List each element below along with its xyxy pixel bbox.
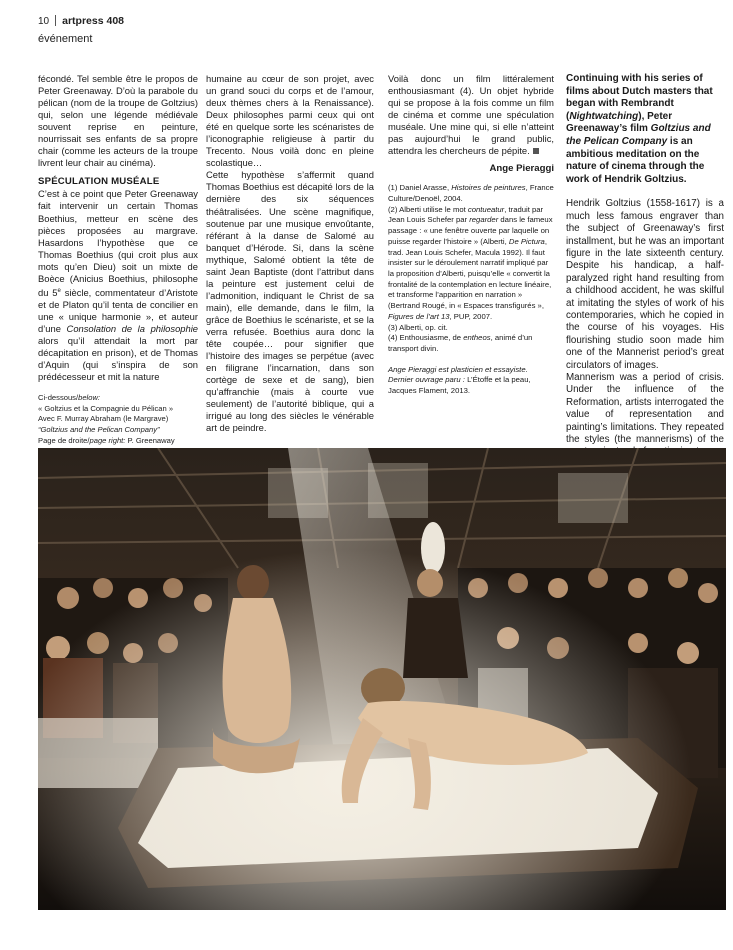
subheading: SPÉCULATION MUSÉALE: [38, 176, 160, 188]
paragraph: Hendrik Goltzius (1558-1617) is a much less famous engraver than the subject of Greenaway’s first installment, but he was an important figure in the late sixteenth century. Despite his handicap, a half-paralyzed right hand resulting from a childhood accident, he was skilful at imitating the styles of work of his contemporaries, which he copied in the course of his voyages. His flourishing studio soon made him one of the Mannerist period’s great circulators of images.: [566, 198, 724, 371]
paragraph: fécondé. Tel semble être le propos de Peter Greenaway. D’où la parabole du pélican (nom de la troupe de Goltzius) qui, selon une légende médiévale souvent reprise en peinture, nourrissait ses enfants de sa propre chair (comme les acteurs de la troupe livrent leur chair au cinéma).: [38, 73, 198, 169]
magazine-title: artpress 408: [62, 15, 125, 27]
footnote: (1) Daniel Arasse, Histoires de peintures, France Culture/Denoël, 2004.: [388, 183, 554, 204]
footnote: (2) Alberti utilise le mot contueatur, traduit par Jean Louis Schefer par regarder dans le fameux passage : « une fenêtre ouverte par laquelle on puisse regarder l’histoire » (Alberti, De Pictura, trad. Jean Louis Schefer, Macula 1992). Il faut insister sur le déroulement narratif impliqué par la proposition d’Alberti, puisqu’elle « convertit la frontalité de la contemplation en lecture linéaire, et transforme l’apparition en narration » (Bertrand Rougé, in « Espaces transfigurés », Figures de l’art 13, PUP, 2007.: [388, 204, 553, 321]
english-lead: Continuing with his series of films about Dutch masters that began with Rembrandt (Nightwatching), Peter Greenaway’s film Goltzius and the Pelican Company is an ambitious meditation on the nature of cinema through the work of Hendrik Goltzius.: [566, 73, 713, 185]
article-column-2: [206, 73, 374, 434]
author-signature: Ange Pieraggi: [489, 163, 554, 175]
photo-caption: Ci-dessous/below: « Goltzius et la Compagnie du Pélican » Avec F. Murray Abraham (le Margrave) “Goltzius and the Pelican Company” Page de droite/page right: P. Greenaway: [38, 393, 175, 445]
author-bio: Ange Pieraggi est plasticien et essayiste. Dernier ouvrage paru : L’Étoffe et la peau, Jacques Flament, 2013.: [388, 364, 531, 396]
paragraph: Mannerism was a period of crisis. Under the influence of the Reformation, artists interrogated the value of representation and painting’s limitations. They repeated the styles (the mannerisms) of the: [566, 372, 724, 446]
section-label: événement: [38, 33, 93, 45]
article-column-english: [566, 73, 724, 459]
film-still-photo: [38, 448, 726, 910]
page-number: 10: [38, 16, 50, 27]
end-mark: [533, 148, 539, 154]
footnotes: [388, 183, 554, 354]
paragraph: humaine au cœur de son projet, avec un grand souci du corps et de l’amour, deux thèmes chers à la Renaissance). Deux philosophes parmi ceux qui ont été en quelque sorte les scénaristes de l’iconographie religieuse à partir du Trecento. Nous voilà donc en pleine scolastique…: [206, 73, 374, 169]
article-column-1: [38, 73, 198, 446]
footnote: (4) Enthousiasme, de entheos, animé d’un transport divin.: [388, 333, 533, 353]
paragraph: Voilà donc un film littéralement enthousiasmant (4). Un objet hybride qui se propose à la fois comme un film de cinéma et comme une spéculation muséale. Une mine qui, si elle n’atteint pas aujourd’hui le grand public, attendra les chercheurs de pépite.: [388, 73, 554, 157]
film-still-illustration: [38, 448, 726, 910]
page-header: [38, 15, 124, 27]
paragraph: C’est à ce point que Peter Greenaway fait intervenir un certain Thomas Boethius, metteur en scène des pièces proposées au margrave. Hasardons l’hypothèse que ce Thomas Boethius (qui croit plus aux mots qu’en Dieu) soit un mixte de Boèce (Anicius Boethius, philosophe du 5e siècle, commentateur d’Aristote et de Platon qu’il tenta de concilier en une « unique harmonie », et auteur d’une Consolation de la philosophie alors qu’il attendait la mort par décapitation en prison), et de Thomas d’Aquin (qui s’inspira de son prédécesseur et mit la nature: [38, 188, 199, 383]
footnote: (3) Alberti, op. cit.: [388, 322, 448, 332]
article-column-3: [388, 73, 554, 397]
header-divider: [55, 15, 56, 26]
paragraph: Cette hypothèse s’affermit quand Thomas Boethius est décapité lors de la dernière des six séquences théâtralisées. Une scène magnifique, soutenue par une musique envoûtante, référant à la danse de Salomé au banquet d’Hérode. Si, dans la scène mythique, Salomé obtient la tête de saint Jean Baptiste (dont l’attribut dans la peinture est justement celui de l’admonition, indiquant le Christ de sa main), elle demande, dans le film, la grâce de Boethius le scénariste, et se la verra refusée. Boethius aura donc la tête coupée… pour signifier que l’histoire des images se perpétue (avec en filigrane l’incarnation, dans son cortège de sexe et de sang), bien qu’affranchie (mais à courte vue seulement) de l’autorité biblique, qui a irrigué au long des siècles le vénérable art de peindre.: [206, 169, 374, 434]
